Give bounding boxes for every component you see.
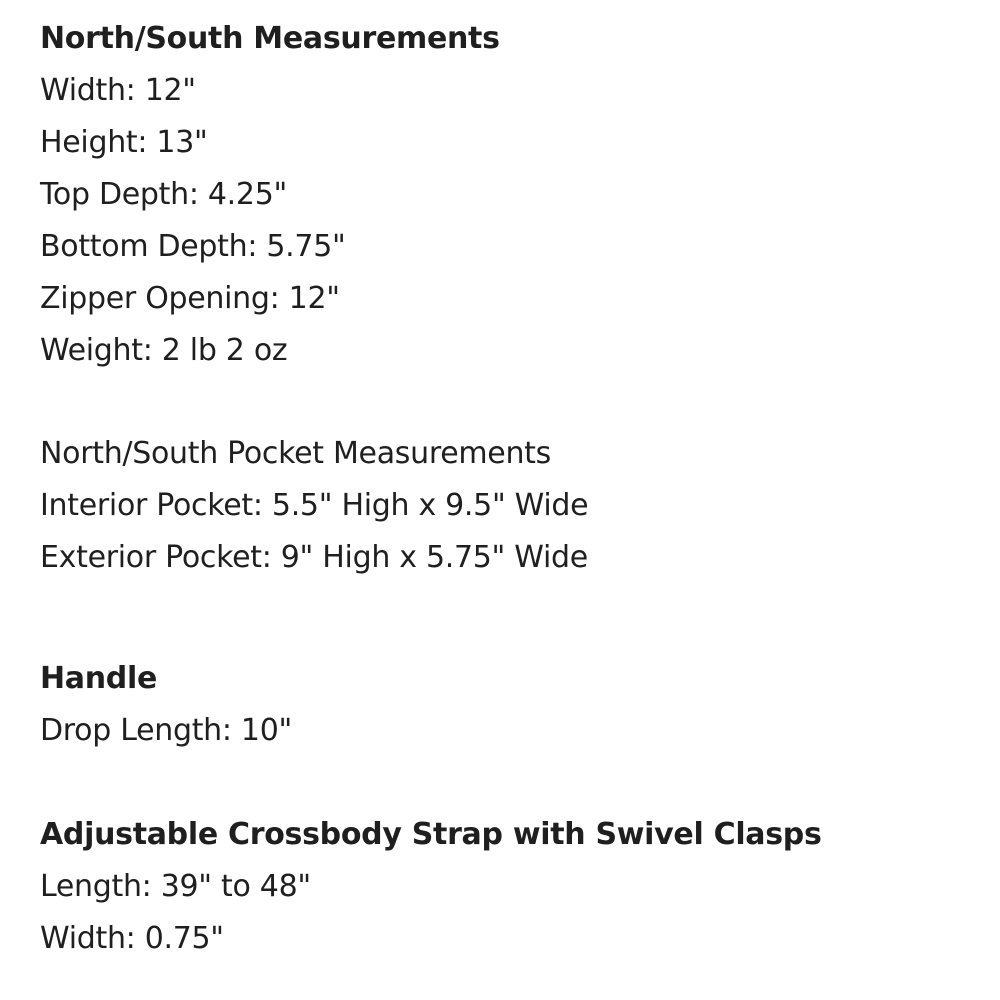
- spec-bottom-depth: Bottom Depth: 5.75": [40, 229, 346, 264]
- section-heading-strap: Adjustable Crossbody Strap with Swivel Clasps: [40, 817, 822, 852]
- section-heading-handle: Handle: [40, 661, 158, 696]
- spec-top-depth: Top Depth: 4.25": [40, 177, 287, 212]
- spec-zipper-opening: Zipper Opening: 12": [40, 281, 340, 316]
- spec-width: Width: 12": [40, 73, 196, 108]
- spec-interior-pocket: Interior Pocket: 5.5" High x 9.5" Wide: [40, 488, 589, 523]
- section-heading-pocket-measurements: North/South Pocket Measurements: [40, 436, 551, 471]
- spec-height: Height: 13": [40, 125, 208, 160]
- spec-strap-length: Length: 39" to 48": [40, 869, 311, 904]
- section-heading-measurements: North/South Measurements: [40, 21, 500, 56]
- spec-strap-width: Width: 0.75": [40, 921, 224, 956]
- spec-drop-length: Drop Length: 10": [40, 713, 293, 748]
- spec-weight: Weight: 2 lb 2 oz: [40, 333, 288, 368]
- spec-exterior-pocket: Exterior Pocket: 9" High x 5.75" Wide: [40, 540, 588, 575]
